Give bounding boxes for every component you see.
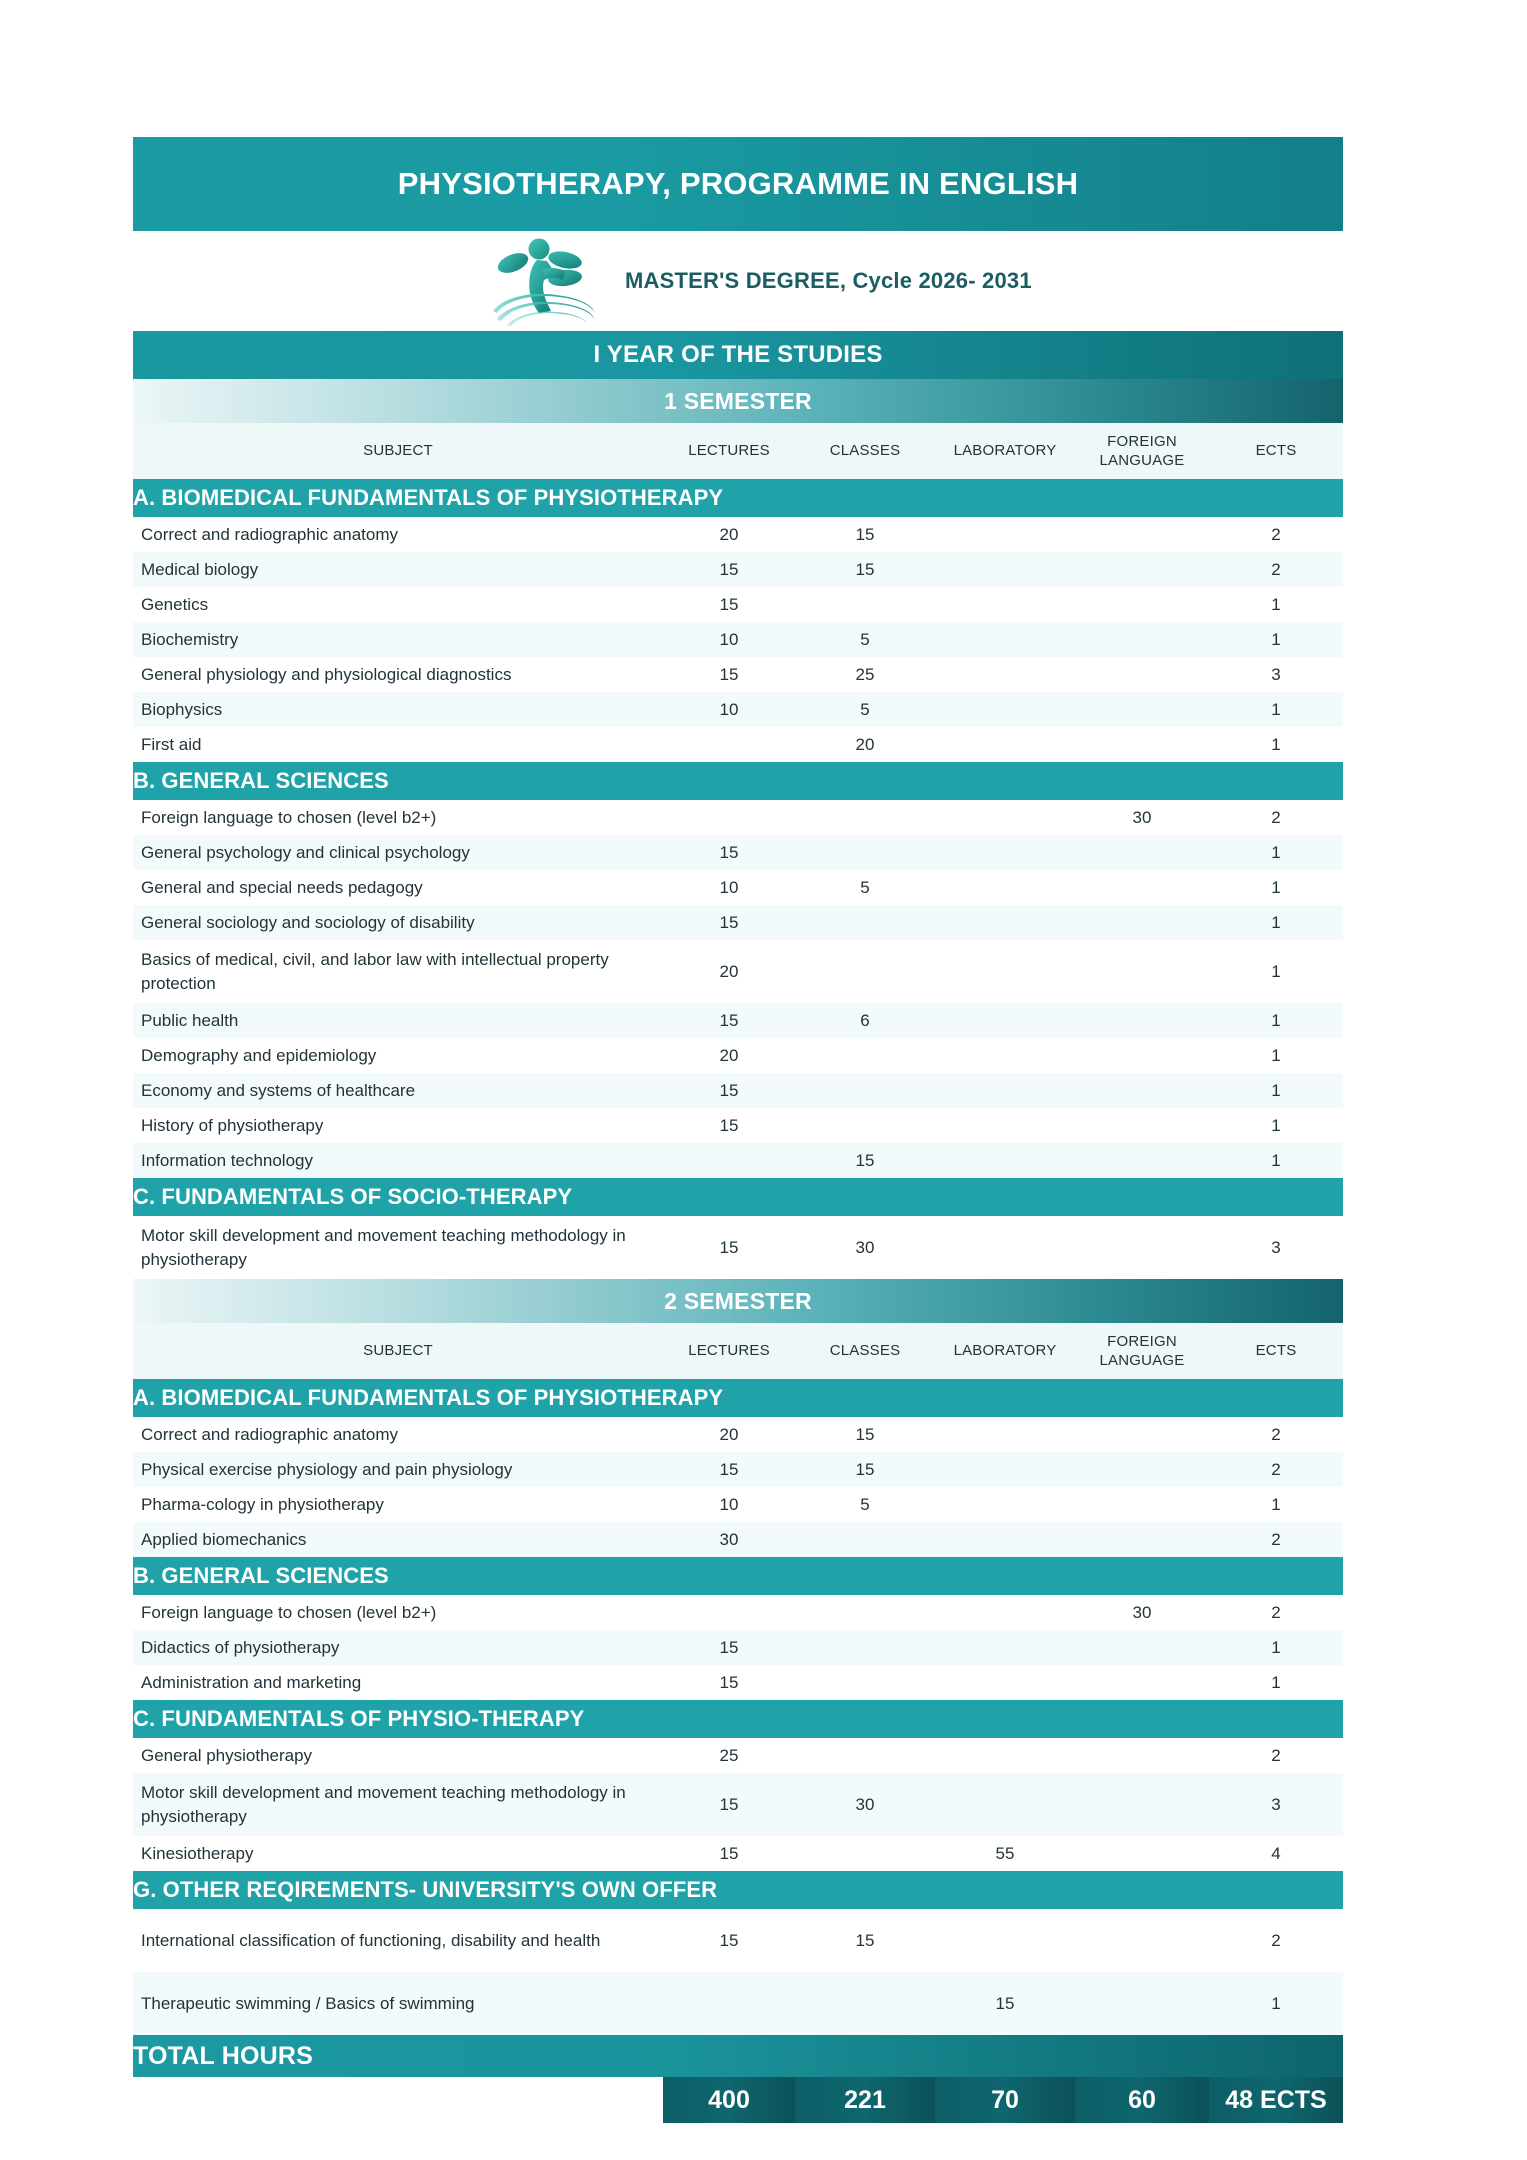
row-classes: [795, 940, 935, 1003]
row-subject: Foreign language to chosen (level b2+): [133, 1595, 663, 1630]
table-row: [133, 692, 1343, 727]
row-laboratory: [935, 692, 1075, 727]
row-ects: 2: [1209, 1738, 1343, 1773]
row-ects: 1: [1209, 1143, 1343, 1178]
row-classes: [795, 1836, 935, 1871]
row-lectures: 15: [663, 835, 795, 870]
row-foreign: [1075, 1038, 1209, 1073]
table-row: [133, 517, 1343, 552]
row-laboratory: [935, 1595, 1075, 1630]
row-classes: [795, 905, 935, 940]
table-row: [133, 1143, 1343, 1178]
curriculum-table: [133, 331, 1343, 2123]
total-laboratory: 70: [935, 2077, 1075, 2123]
row-subject: Didactics of physiotherapy: [133, 1630, 663, 1665]
row-laboratory: [935, 905, 1075, 940]
row-subject: General sociology and sociology of disability: [133, 905, 663, 940]
row-lectures: [663, 1595, 795, 1630]
table-row: [133, 1003, 1343, 1038]
row-foreign: [1075, 1452, 1209, 1487]
row-ects: 4: [1209, 1836, 1343, 1871]
row-subject: Basics of medical, civil, and labor law with intellectual property protection: [133, 940, 663, 1003]
row-classes: [795, 1665, 935, 1700]
row-laboratory: [935, 1143, 1075, 1178]
row-foreign: [1075, 1003, 1209, 1038]
header-foreign-line2: LANGUAGE: [1099, 452, 1185, 469]
total-foreign: 60: [1075, 2077, 1209, 2123]
row-lectures: 15: [663, 657, 795, 692]
row-laboratory: [935, 1417, 1075, 1452]
header-lectures: LECTURES: [663, 423, 795, 479]
row-laboratory: [935, 1038, 1075, 1073]
group-band-row: [133, 1871, 1343, 1909]
row-lectures: 20: [663, 1417, 795, 1452]
row-classes: 15: [795, 1452, 935, 1487]
row-classes: [795, 835, 935, 870]
row-classes: [795, 1972, 935, 2035]
row-laboratory: [935, 1738, 1075, 1773]
row-lectures: 15: [663, 552, 795, 587]
row-subject: Administration and marketing: [133, 1665, 663, 1700]
semester-1-label: 1 SEMESTER: [133, 379, 1343, 423]
header-subject: SUBJECT: [133, 1323, 663, 1379]
group-title: G. OTHER REQIREMENTS- UNIVERSITY'S OWN OFFER: [133, 1871, 1343, 1909]
row-laboratory: 15: [935, 1972, 1075, 2035]
row-foreign: [1075, 1630, 1209, 1665]
row-foreign: [1075, 657, 1209, 692]
row-lectures: 10: [663, 692, 795, 727]
row-lectures: 15: [663, 1836, 795, 1871]
header-foreign-language: [1075, 423, 1209, 479]
table-row: [133, 1038, 1343, 1073]
group-band-row: [133, 1178, 1343, 1216]
row-foreign: [1075, 587, 1209, 622]
row-foreign: [1075, 517, 1209, 552]
table-row: [133, 1073, 1343, 1108]
table-row: [133, 870, 1343, 905]
row-ects: 1: [1209, 587, 1343, 622]
table-row: [133, 1595, 1343, 1630]
row-classes: [795, 1522, 935, 1557]
row-classes: [795, 1038, 935, 1073]
row-foreign: [1075, 1216, 1209, 1279]
row-foreign: [1075, 1417, 1209, 1452]
programme-sheet: [133, 137, 1343, 2123]
row-foreign: [1075, 1972, 1209, 2035]
row-lectures: 25: [663, 1738, 795, 1773]
row-classes: [795, 1073, 935, 1108]
header-foreign-line1: FOREIGN: [1107, 432, 1177, 450]
physiotherapy-figure-logo: [481, 233, 603, 329]
row-laboratory: [935, 622, 1075, 657]
row-lectures: [663, 727, 795, 762]
row-lectures: 30: [663, 1522, 795, 1557]
row-lectures: [663, 1972, 795, 2035]
group-band-row: [133, 1557, 1343, 1595]
header-classes: CLASSES: [795, 1323, 935, 1379]
row-foreign: [1075, 905, 1209, 940]
row-laboratory: [935, 1487, 1075, 1522]
row-classes: [795, 800, 935, 835]
column-header-row: [133, 423, 1343, 479]
row-foreign: [1075, 1073, 1209, 1108]
row-ects: 2: [1209, 1452, 1343, 1487]
row-classes: 15: [795, 1909, 935, 1972]
row-classes: [795, 1738, 935, 1773]
row-subject: Kinesiotherapy: [133, 1836, 663, 1871]
header-ects: ECTS: [1209, 1323, 1343, 1379]
group-band-row: [133, 1700, 1343, 1738]
group-title: A. BIOMEDICAL FUNDAMENTALS OF PHYSIOTHERAPY: [133, 479, 1343, 517]
row-classes: 15: [795, 517, 935, 552]
table-row: [133, 1972, 1343, 2035]
table-row: [133, 800, 1343, 835]
row-subject: Physical exercise physiology and pain physiology: [133, 1452, 663, 1487]
degree-subtitle: MASTER'S DEGREE, Cycle 2026- 2031: [625, 268, 1032, 293]
table-row: [133, 657, 1343, 692]
row-ects: 1: [1209, 905, 1343, 940]
group-title: C. FUNDAMENTALS OF SOCIO-THERAPY: [133, 1178, 1343, 1216]
row-lectures: 15: [663, 1909, 795, 1972]
row-lectures: 20: [663, 1038, 795, 1073]
header-ects: ECTS: [1209, 423, 1343, 479]
row-foreign: [1075, 1773, 1209, 1836]
row-ects: 1: [1209, 622, 1343, 657]
row-ects: 1: [1209, 1073, 1343, 1108]
semester-2-label: 2 SEMESTER: [133, 1279, 1343, 1323]
row-classes: 6: [795, 1003, 935, 1038]
table-row: [133, 552, 1343, 587]
table-row: [133, 1452, 1343, 1487]
header-lectures: LECTURES: [663, 1323, 795, 1379]
row-ects: 1: [1209, 1630, 1343, 1665]
row-subject: History of physiotherapy: [133, 1108, 663, 1143]
row-laboratory: [935, 517, 1075, 552]
row-classes: 15: [795, 1143, 935, 1178]
header-foreign-line2: LANGUAGE: [1099, 1352, 1185, 1369]
row-lectures: 15: [663, 1073, 795, 1108]
row-ects: 3: [1209, 1216, 1343, 1279]
row-foreign: [1075, 1108, 1209, 1143]
row-subject: Motor skill development and movement teaching methodology in physiotherapy: [133, 1216, 663, 1279]
row-subject: Correct and radiographic anatomy: [133, 517, 663, 552]
row-ects: 2: [1209, 1909, 1343, 1972]
header-laboratory: LABORATORY: [935, 1323, 1075, 1379]
group-band-row: [133, 479, 1343, 517]
group-band-row: [133, 762, 1343, 800]
row-ects: 3: [1209, 657, 1343, 692]
row-ects: 1: [1209, 870, 1343, 905]
column-header-row: [133, 1323, 1343, 1379]
row-ects: 2: [1209, 1417, 1343, 1452]
row-foreign: [1075, 1143, 1209, 1178]
row-subject: General physiology and physiological diagnostics: [133, 657, 663, 692]
row-laboratory: [935, 835, 1075, 870]
row-classes: [795, 587, 935, 622]
row-laboratory: [935, 1522, 1075, 1557]
row-subject: First aid: [133, 727, 663, 762]
row-subject: Motor skill development and movement teaching methodology in physiotherapy: [133, 1773, 663, 1836]
row-classes: [795, 1108, 935, 1143]
row-laboratory: [935, 1452, 1075, 1487]
row-ects: 2: [1209, 1522, 1343, 1557]
row-subject: General and special needs pedagogy: [133, 870, 663, 905]
header-classes: CLASSES: [795, 423, 935, 479]
header-foreign-language: [1075, 1323, 1209, 1379]
table-row: [133, 1665, 1343, 1700]
row-subject: Biochemistry: [133, 622, 663, 657]
row-lectures: 15: [663, 587, 795, 622]
row-lectures: [663, 1143, 795, 1178]
row-foreign: [1075, 1909, 1209, 1972]
group-band-row: [133, 1379, 1343, 1417]
row-ects: 2: [1209, 552, 1343, 587]
row-classes: 15: [795, 1417, 935, 1452]
totals-row: [133, 2077, 1343, 2123]
row-laboratory: [935, 727, 1075, 762]
row-subject: Pharma-cology in physiotherapy: [133, 1487, 663, 1522]
row-ects: 1: [1209, 1038, 1343, 1073]
row-laboratory: [935, 1630, 1075, 1665]
row-classes: 30: [795, 1216, 935, 1279]
semester-band-row: [133, 379, 1343, 423]
row-lectures: 15: [663, 1773, 795, 1836]
title-banner: [133, 137, 1343, 231]
row-lectures: 15: [663, 905, 795, 940]
row-subject: Economy and systems of healthcare: [133, 1073, 663, 1108]
table-row: [133, 1216, 1343, 1279]
row-ects: 2: [1209, 800, 1343, 835]
row-laboratory: [935, 800, 1075, 835]
group-title: C. FUNDAMENTALS OF PHYSIO-THERAPY: [133, 1700, 1343, 1738]
header-subject: SUBJECT: [133, 423, 663, 479]
row-subject: Applied biomechanics: [133, 1522, 663, 1557]
row-foreign: [1075, 1665, 1209, 1700]
year-band-label: I YEAR OF THE STUDIES: [133, 331, 1343, 379]
row-subject: Genetics: [133, 587, 663, 622]
header-foreign-line1: FOREIGN: [1107, 1332, 1177, 1350]
row-lectures: 15: [663, 1003, 795, 1038]
row-laboratory: [935, 1073, 1075, 1108]
row-foreign: 30: [1075, 1595, 1209, 1630]
row-lectures: 15: [663, 1452, 795, 1487]
row-foreign: [1075, 727, 1209, 762]
total-classes: 221: [795, 2077, 935, 2123]
curriculum-body: [133, 331, 1343, 2123]
row-classes: 15: [795, 552, 935, 587]
table-row: [133, 1630, 1343, 1665]
total-hours-band-row: [133, 2035, 1343, 2077]
row-ects: 1: [1209, 940, 1343, 1003]
row-laboratory: [935, 1773, 1075, 1836]
row-subject: Public health: [133, 1003, 663, 1038]
total-hours-label: TOTAL HOURS: [133, 2035, 1343, 2077]
row-laboratory: [935, 1108, 1075, 1143]
row-classes: 20: [795, 727, 935, 762]
row-foreign: 30: [1075, 800, 1209, 835]
row-laboratory: [935, 587, 1075, 622]
row-lectures: 20: [663, 940, 795, 1003]
row-lectures: [663, 800, 795, 835]
row-laboratory: [935, 870, 1075, 905]
table-row: [133, 1417, 1343, 1452]
row-lectures: 15: [663, 1216, 795, 1279]
row-laboratory: [935, 552, 1075, 587]
row-classes: 5: [795, 692, 935, 727]
row-ects: 1: [1209, 727, 1343, 762]
row-ects: 1: [1209, 1108, 1343, 1143]
row-ects: 1: [1209, 1972, 1343, 2035]
totals-spacer: [133, 2077, 663, 2123]
row-laboratory: [935, 1216, 1075, 1279]
group-title: A. BIOMEDICAL FUNDAMENTALS OF PHYSIOTHERAPY: [133, 1379, 1343, 1417]
row-foreign: [1075, 940, 1209, 1003]
row-lectures: 15: [663, 1665, 795, 1700]
row-classes: [795, 1595, 935, 1630]
row-ects: 1: [1209, 1487, 1343, 1522]
row-ects: 2: [1209, 1595, 1343, 1630]
row-ects: 1: [1209, 1665, 1343, 1700]
row-subject: Foreign language to chosen (level b2+): [133, 800, 663, 835]
row-subject: Correct and radiographic anatomy: [133, 1417, 663, 1452]
row-laboratory: [935, 940, 1075, 1003]
row-lectures: 15: [663, 1108, 795, 1143]
row-subject: Medical biology: [133, 552, 663, 587]
row-ects: 1: [1209, 692, 1343, 727]
row-subject: Information technology: [133, 1143, 663, 1178]
group-title: B. GENERAL SCIENCES: [133, 762, 1343, 800]
row-subject: International classification of functioning, disability and health: [133, 1909, 663, 1972]
row-subject: General physiotherapy: [133, 1738, 663, 1773]
row-foreign: [1075, 622, 1209, 657]
table-row: [133, 1108, 1343, 1143]
table-row: [133, 1487, 1343, 1522]
table-row: [133, 1836, 1343, 1871]
table-row: [133, 1522, 1343, 1557]
table-row: [133, 1773, 1343, 1836]
page-title: PHYSIOTHERAPY, PROGRAMME IN ENGLISH: [397, 166, 1079, 201]
semester-band-row: [133, 1279, 1343, 1323]
group-title: B. GENERAL SCIENCES: [133, 1557, 1343, 1595]
row-laboratory: 55: [935, 1836, 1075, 1871]
row-ects: 1: [1209, 835, 1343, 870]
total-ects: 48 ECTS: [1209, 2077, 1343, 2123]
table-row: [133, 727, 1343, 762]
row-laboratory: [935, 1003, 1075, 1038]
table-row: [133, 587, 1343, 622]
table-row: [133, 940, 1343, 1003]
total-lectures: 400: [663, 2077, 795, 2123]
row-classes: 30: [795, 1773, 935, 1836]
row-foreign: [1075, 870, 1209, 905]
table-row: [133, 622, 1343, 657]
row-lectures: 20: [663, 517, 795, 552]
row-classes: 5: [795, 622, 935, 657]
row-subject: General psychology and clinical psychology: [133, 835, 663, 870]
row-laboratory: [935, 1909, 1075, 1972]
row-ects: 2: [1209, 517, 1343, 552]
row-laboratory: [935, 657, 1075, 692]
row-subject: Therapeutic swimming / Basics of swimming: [133, 1972, 663, 2035]
row-lectures: 10: [663, 622, 795, 657]
row-subject: Demography and epidemiology: [133, 1038, 663, 1073]
row-ects: 3: [1209, 1773, 1343, 1836]
brand-row: [133, 231, 1343, 331]
table-row: [133, 1909, 1343, 1972]
row-ects: 1: [1209, 1003, 1343, 1038]
row-foreign: [1075, 835, 1209, 870]
row-lectures: 10: [663, 870, 795, 905]
row-lectures: 10: [663, 1487, 795, 1522]
row-foreign: [1075, 1522, 1209, 1557]
table-row: [133, 905, 1343, 940]
row-foreign: [1075, 552, 1209, 587]
table-row: [133, 835, 1343, 870]
table-row: [133, 1738, 1343, 1773]
year-band-row: [133, 331, 1343, 379]
row-lectures: 15: [663, 1630, 795, 1665]
row-foreign: [1075, 1487, 1209, 1522]
row-classes: 5: [795, 1487, 935, 1522]
row-classes: 25: [795, 657, 935, 692]
header-laboratory: LABORATORY: [935, 423, 1075, 479]
row-foreign: [1075, 1836, 1209, 1871]
row-subject: Biophysics: [133, 692, 663, 727]
row-foreign: [1075, 1738, 1209, 1773]
row-classes: [795, 1630, 935, 1665]
row-classes: 5: [795, 870, 935, 905]
row-foreign: [1075, 692, 1209, 727]
row-laboratory: [935, 1665, 1075, 1700]
